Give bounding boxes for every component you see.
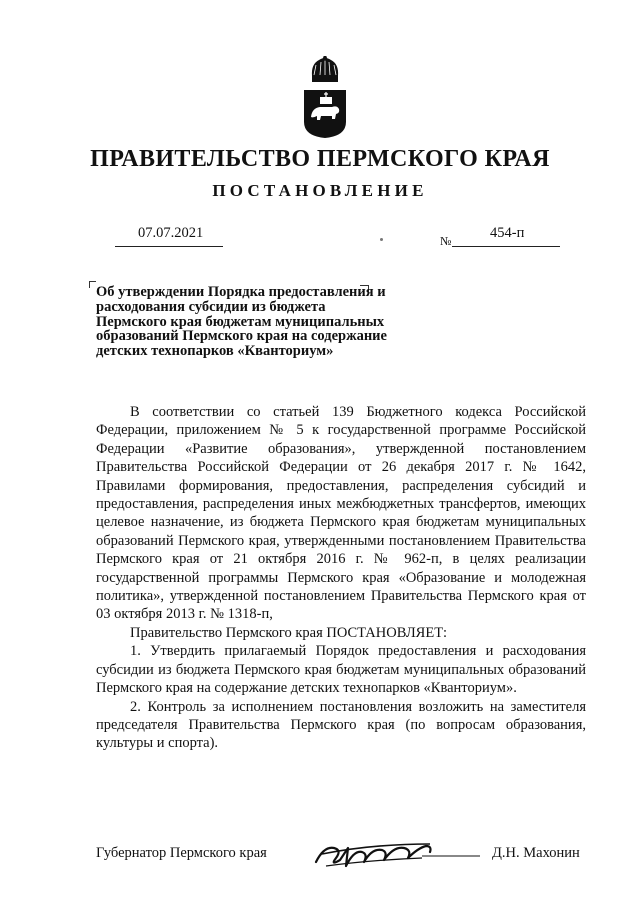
document-date: 07.07.2021: [138, 225, 204, 241]
number-underline: [452, 246, 560, 247]
government-title: ПРАВИТЕЛЬСТВО ПЕРМСКОГО КРАЯ: [90, 146, 550, 172]
date-underline: [115, 246, 223, 247]
scan-dot: [380, 238, 383, 241]
document-subject: Об утверждении Порядка предоставления и расходования субсидии из бюджета Пермского края бюджетам муниципальных образований Пермского края на содержание детских технопарков «Кванториум»: [96, 284, 387, 360]
subject-corner-mark-left: [89, 281, 96, 288]
signer-title: Губернатор Пермского края: [96, 845, 267, 861]
signer-name: Д.Н. Махонин: [492, 845, 580, 861]
body-paragraph-preamble: В соответствии со статьей 139 Бюджетного кодекса Российской Федерации, приложением № 5 к государственной программе Российской Федерации «Развитие образования», утвержденной постановлением Правительства Российской Федерации от 26 декабря 2017 г. № 1642, Правилами формирования, предоставления, распределения субсидий и предоставления, распределения иных межбюджетных трансфертов, имеющих целевое назначение, из бюджета Пермского края бюджетам муниципальных образований Пермского края, утвержденными постановлением Правительства Пермского края от 21 октября 2016 г. № 962-п, в целях реализации государственной программы Пермского края «Образование и молодежная политика», утвержденной постановлением Правительства Пермского края от 03 октября 2013 г. № 1318-п,: [96, 404, 586, 623]
document-type: ПОСТАНОВЛЕНИЕ: [212, 181, 428, 200]
handwritten-signature: [312, 836, 482, 872]
body-paragraph-item-1: 1. Утвердить прилагаемый Порядок предоставления и расходования субсидии из бюджета Пермского края бюджетам муниципальных образований Пермского края на содержание детских технопарков «Кванториум».: [96, 643, 586, 697]
body-paragraph-item-2: 2. Контроль за исполнением постановления возложить на заместителя председателя Правительства Пермского края (по вопросам образования, культуры и спорта).: [96, 698, 586, 752]
body-paragraph-resolves: Правительство Пермского края ПОСТАНОВЛЯЕТ:: [130, 624, 448, 641]
number-sign: №: [440, 234, 452, 248]
coat-of-arms-icon: [300, 56, 350, 142]
document-body: [96, 403, 586, 753]
document-number: 454-п: [490, 225, 525, 241]
